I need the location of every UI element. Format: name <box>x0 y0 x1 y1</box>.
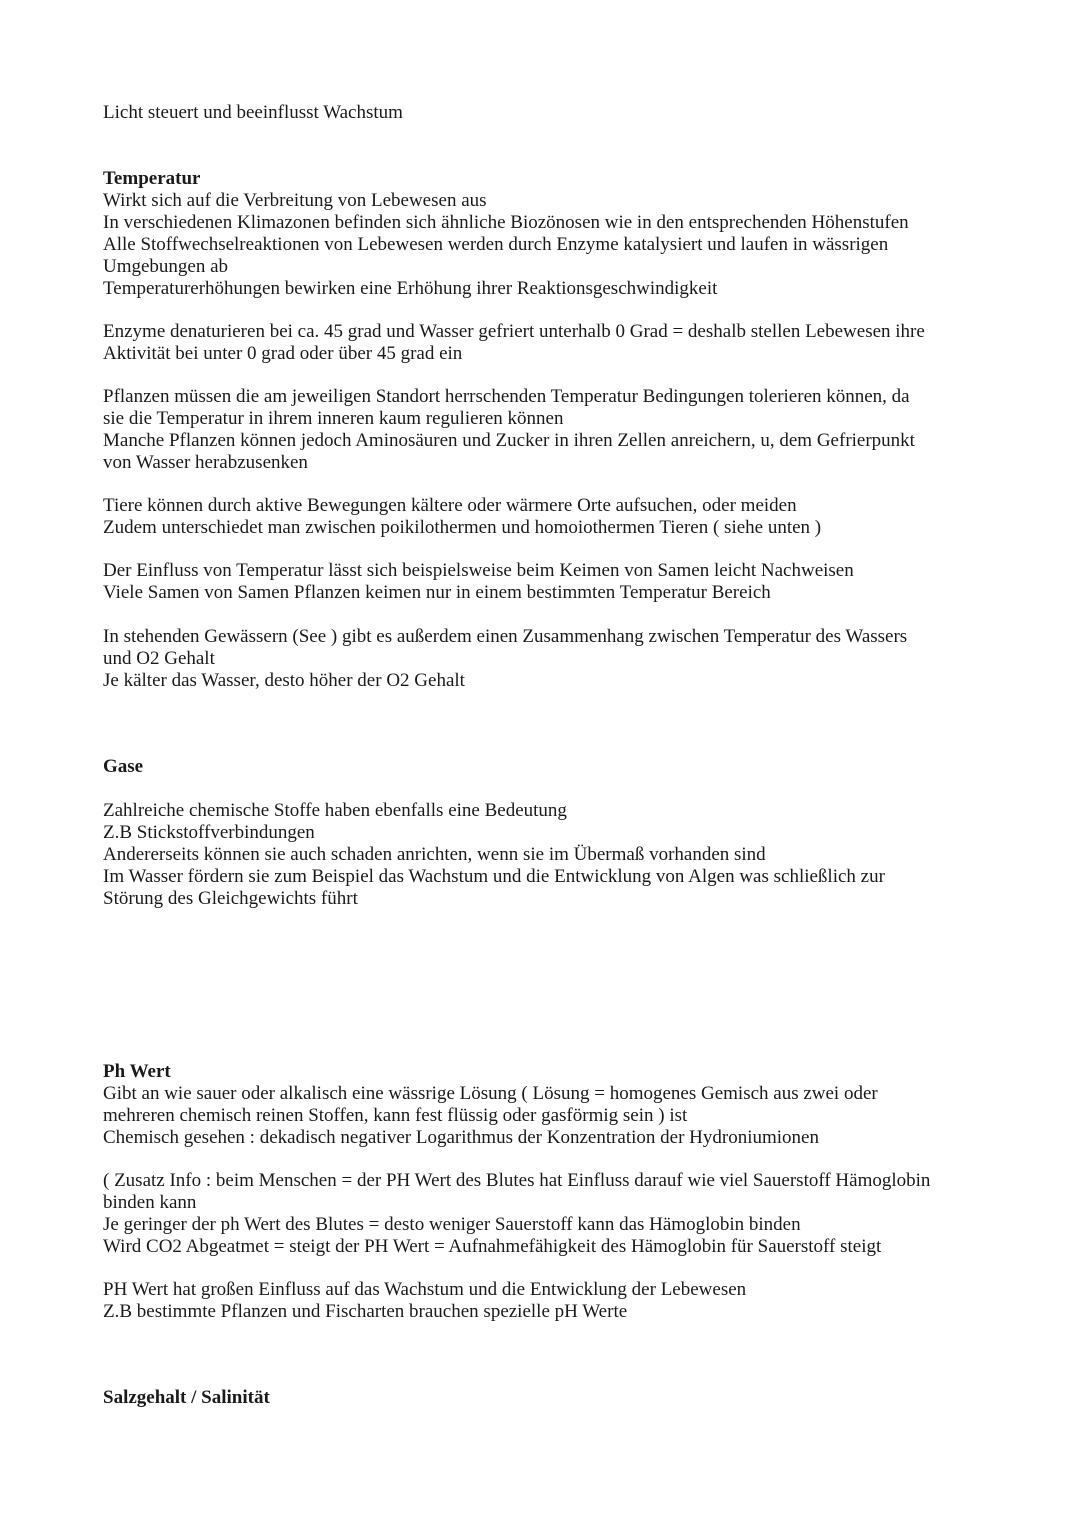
paragraph-line: Andererseits können sie auch schaden anrichten, wenn sie im Übermaß vorhanden sind <box>103 844 766 865</box>
paragraph-line: ( Zusatz Info : beim Menschen = der PH Wert des Blutes hat Einfluss darauf wie viel Sauerstoff Hämoglobin <box>103 1170 931 1191</box>
paragraph-line: Zahlreiche chemische Stoffe haben ebenfalls eine Bedeutung <box>103 800 567 821</box>
paragraph-line: Störung des Gleichgewichts führt <box>103 888 358 909</box>
paragraph-line: Chemisch gesehen : dekadisch negativer Logarithmus der Konzentration der Hydroniumionen <box>103 1127 819 1148</box>
paragraph-line: Zudem unterschiedet man zwischen poikilothermen und homoiothermen Tieren ( siehe unten ) <box>103 517 822 538</box>
heading-gase: Gase <box>103 756 144 777</box>
paragraph-line: Gibt an wie sauer oder alkalisch eine wässrige Lösung ( Lösung = homogenes Gemisch aus zwei oder <box>103 1083 878 1104</box>
paragraph-line: Pflanzen müssen die am jeweiligen Standort herrschenden Temperatur Bedingungen tolerieren können, da <box>103 386 910 407</box>
paragraph-line: PH Wert hat großen Einfluss auf das Wachstum und die Entwicklung der Lebewesen <box>103 1279 747 1300</box>
paragraph-line: Z.B Stickstoffverbindungen <box>103 822 315 843</box>
paragraph-line: von Wasser herabzusenken <box>103 452 308 473</box>
paragraph-line: Aktivität bei unter 0 grad oder über 45 grad ein <box>103 343 463 364</box>
paragraph-line: In verschiedenen Klimazonen befinden sich ähnliche Biozönosen wie in den entsprechenden Höhenstufen <box>103 212 909 233</box>
paragraph-line: Umgebungen ab <box>103 256 229 277</box>
paragraph-line: Wirkt sich auf die Verbreitung von Lebewesen aus <box>103 190 487 211</box>
paragraph-line: Viele Samen von Samen Pflanzen keimen nur in einem bestimmten Temperatur Bereich <box>103 582 771 603</box>
heading-ph-wert: Ph Wert <box>103 1061 171 1082</box>
paragraph-line: Alle Stoffwechselreaktionen von Lebewesen werden durch Enzyme katalysiert und laufen in wässrigen <box>103 234 889 255</box>
paragraph-line: Tiere können durch aktive Bewegungen kältere oder wärmere Orte aufsuchen, oder meiden <box>103 495 797 516</box>
paragraph-line: und O2 Gehalt <box>103 648 215 669</box>
paragraph-line: sie die Temperatur in ihrem inneren kaum regulieren können <box>103 408 564 429</box>
intro-line: Licht steuert und beeinflusst Wachstum <box>103 102 403 123</box>
paragraph-line: Im Wasser fördern sie zum Beispiel das Wachstum und die Entwicklung von Algen was schließlich zur <box>103 866 885 887</box>
heading-temperatur: Temperatur <box>103 168 201 189</box>
paragraph-line: mehreren chemisch reinen Stoffen, kann fest flüssig oder gasförmig sein ) ist <box>103 1105 688 1126</box>
paragraph-line: Enzyme denaturieren bei ca. 45 grad und Wasser gefriert unterhalb 0 Grad = deshalb stellen Lebewesen ihre <box>103 321 925 342</box>
heading-salzgehalt: Salzgehalt / Salinität <box>103 1387 270 1408</box>
paragraph-line: Z.B bestimmte Pflanzen und Fischarten brauchen spezielle pH Werte <box>103 1301 628 1322</box>
paragraph-line: Wird CO2 Abgeatmet = steigt der PH Wert = Aufnahmefähigkeit des Hämoglobin für Sauerstoff steigt <box>103 1236 882 1257</box>
paragraph-line: In stehenden Gewässern (See ) gibt es außerdem einen Zusammenhang zwischen Temperatur des Wassers <box>103 626 908 647</box>
paragraph-line: Je geringer der ph Wert des Blutes = desto weniger Sauerstoff kann das Hämoglobin binden <box>103 1214 801 1235</box>
paragraph-line: Manche Pflanzen können jedoch Aminosäuren und Zucker in ihren Zellen anreichern, u, dem Gefrierpunkt <box>103 430 915 451</box>
paragraph-line: Temperaturerhöhungen bewirken eine Erhöhung ihrer Reaktionsgeschwindigkeit <box>103 278 718 299</box>
paragraph-line: Je kälter das Wasser, desto höher der O2 Gehalt <box>103 670 465 691</box>
paragraph-line: Der Einfluss von Temperatur lässt sich beispielsweise beim Keimen von Samen leicht Nachweisen <box>103 560 854 581</box>
paragraph-line: binden kann <box>103 1192 197 1213</box>
